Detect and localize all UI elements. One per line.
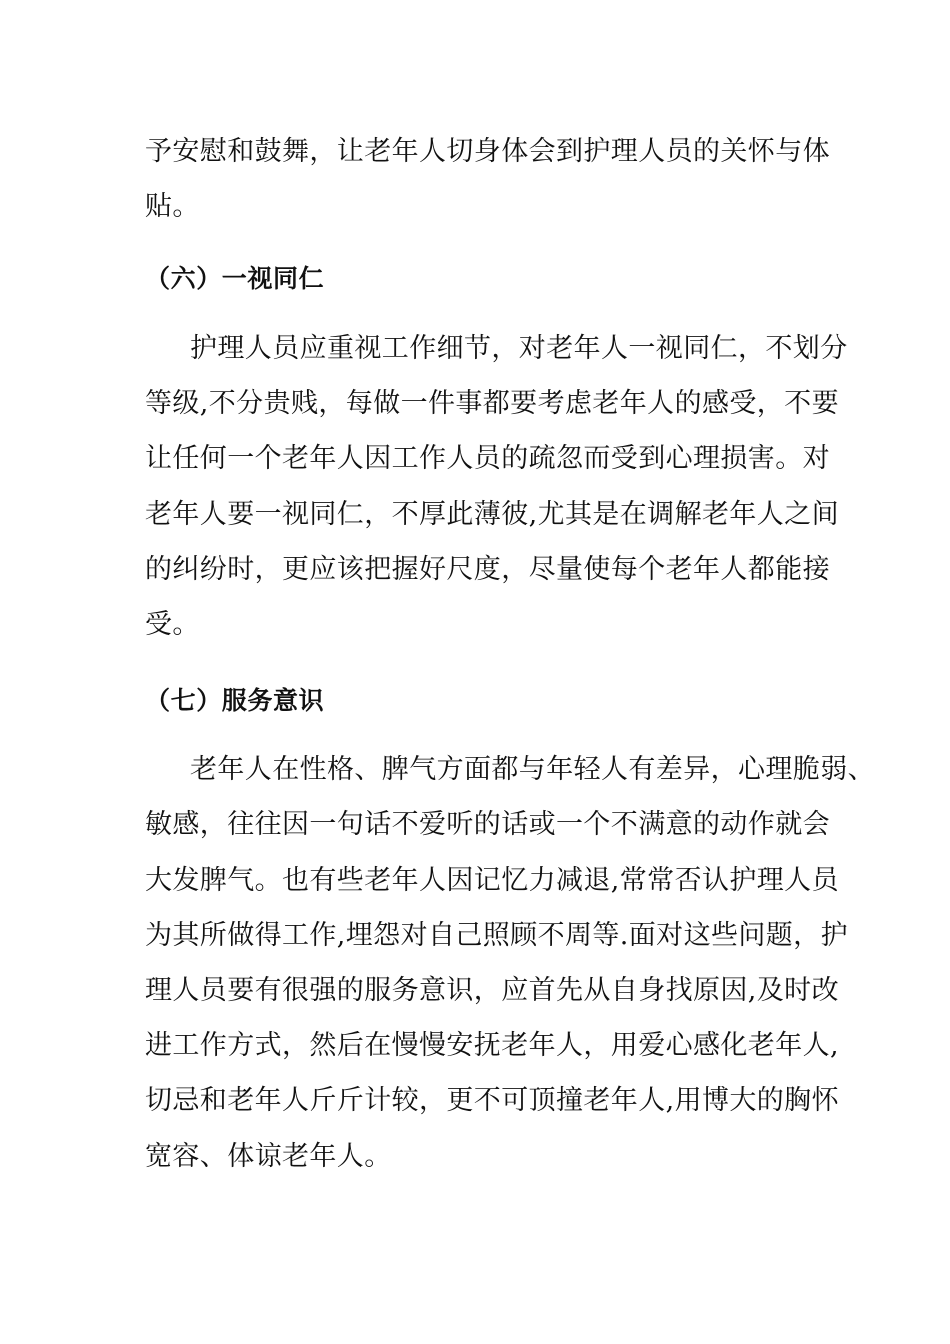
section-6-line-1: 护理人员应重视工作细节，对老年人一视同仁，不划分 [190, 333, 848, 364]
section-7-line-5: 理人员要有很强的服务意识，应首先从自身找原因,及时改 [145, 975, 839, 1006]
intro-line-1: 予安慰和鼓舞，让老年人切身体会到护理人员的关怀与体 [145, 136, 830, 167]
section-6-line-4: 老年人要一视同仁，不厚此薄彼,尤其是在调解老年人之间 [145, 499, 839, 530]
section-7-line-2: 敏感，往往因一句话不爱听的话或一个不满意的动作就会 [145, 809, 830, 840]
section-6-line-2: 等级,不分贵贱，每做一件事都要考虑老年人的感受，不要 [145, 388, 839, 419]
section-6-heading: （六）一视同仁 [145, 264, 325, 293]
section-7-line-3: 大发脾气。也有些老年人因记忆力减退,常常否认护理人员 [145, 865, 839, 896]
section-6-line-3: 让任何一个老年人因工作人员的疏忽而受到心理损害。对 [145, 443, 830, 474]
section-7-line-1: 老年人在性格、脾气方面都与年轻人有差异，心理脆弱、 [190, 754, 875, 785]
section-7-line-4: 为其所做得工作,埋怨对自己照顾不周等.面对这些问题，护 [145, 920, 848, 951]
intro-line-2: 贴。 [145, 191, 200, 222]
section-7-heading: （七）服务意识 [145, 686, 325, 715]
section-6-line-6: 受。 [145, 609, 200, 640]
section-7-line-7: 切忌和老年人斤斤计较，更不可顶撞老年人,用博大的胸怀 [145, 1085, 839, 1116]
section-7-line-6: 进工作方式，然后在慢慢安抚老年人，用爱心感化老年人, [145, 1030, 839, 1061]
section-6-line-5: 的纠纷时，更应该把握好尺度，尽量使每个老年人都能接 [145, 554, 830, 585]
section-7-line-8: 宽容、体谅老年人。 [145, 1141, 392, 1172]
